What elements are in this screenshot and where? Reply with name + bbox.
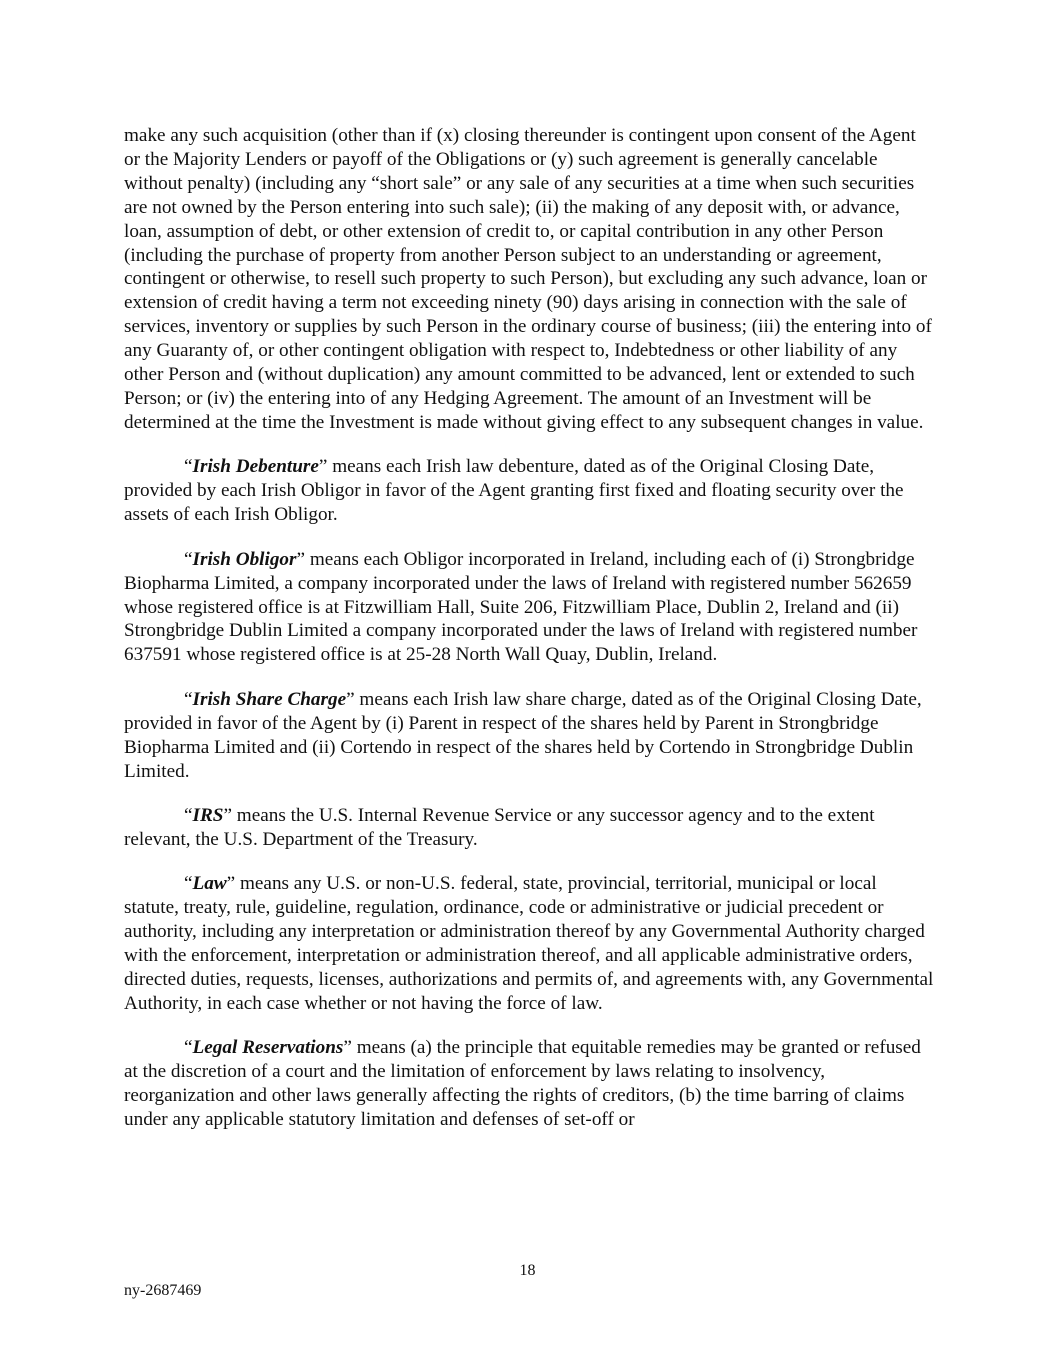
open-quote: “ [184,688,193,710]
definition-text: means any U.S. or non-U.S. federal, state, provincial, territorial, municipal or local statute, treaty, rule, guideline, regulation, ordinance, code or administrative or judicial precedent or authority, including any interpretation or administration thereof by any Governmental Authority charged with the enforcement, interpretation or administration thereof, and all applicable administrative orders, directed duties, requests, licenses, authorizations and permits of, and agreements with, any Governmental Authority, in each case whether or not having the force of law. [124,873,934,1014]
definition-irish-obligor [124,548,936,668]
open-quote: “ [184,456,193,478]
open-quote: “ [184,805,193,827]
definition-irish-debenture [124,455,936,527]
defined-term: Legal Reservations [192,1037,344,1059]
defined-term: Irish Obligor [192,548,297,570]
defined-term: Irish Debenture [192,456,319,478]
open-quote: “ [184,548,193,570]
definition-legal-reservations [124,1036,936,1132]
open-quote: “ [184,873,193,895]
close-quote: ” [318,456,328,478]
paragraph-investment-continued [124,124,936,435]
defined-term: IRS [192,805,224,827]
definition-law [124,872,936,1015]
close-quote: ” [223,805,232,827]
definition-text: means each Obligor incorporated in Ireland, including each of (i) Strongbridge Biopharma Limited, a company incorporated under the laws of Ireland with registered number 562659 whose registered office is at Fitzwilliam Hall, Suite 206, Fitzwilliam Place, Dublin 2, Ireland and (ii) Strongbridge Dublin Limited a company incorporated under the laws of Ireland with registered number 637591 whose registered office is at 25-28 North Wall Quay, Dublin, Ireland. [124,548,918,666]
definition-text: means each Irish law share charge, dated as of the Original Closing Date, provided in favor of the Agent by (i) Parent in respect of the shares held by Parent in Strongbridge Biopharma Limited and (ii) Cortendo in respect of the shares held by Cortendo in Strongbridge Dublin Limited. [124,688,922,782]
page-body [124,124,936,1153]
definition-text: means each Irish law debenture, dated as of the Original Closing Date, provided by each Irish Obligor in favor of the Agent granting first fixed and floating security over the assets of each Irish Obligor. [124,456,904,526]
open-quote: “ [184,1037,193,1059]
close-quote: ” [343,1037,352,1059]
paragraph-text: make any such acquisition (other than if (x) closing thereunder is contingent upon consent of the Agent or the Majority Lenders or payoff of the Obligations or (y) such agreement is generally cancelable without penalty) (including any “short sale” or any sale of any securities at a time when such securities are not owned by the Person entering into such sale); (ii) the making of any deposit with, or advance, loan, assumption of debt, or other extension of credit to, or capital contribution in any other Person (including the purchase of property from another Person subject to an understanding or agreement, contingent or otherwise, to resell such property to such Person), but excluding any such advance, loan or extension of credit having a term not exceeding ninety (90) days arising in connection with the sale of services, inventory or supplies by such Person in the ordinary course of business; (iii) the entering into of any Guaranty of, or other contingent obligation with respect to, Indebtedness or other liability of any other Person and (without duplication) any amount committed to be advanced, lent or extended to such Person; or (iv) the entering into of any Hedging Agreement. The amount of an Investment will be determined at the time the Investment is made without giving effect to any subsequent changes in value. [124,125,932,433]
defined-term: Law [192,873,227,895]
definition-irish-share-charge [124,688,936,784]
close-quote: ” [346,688,355,710]
close-quote: ” [226,873,236,895]
definition-text: means the U.S. Internal Revenue Service or any successor agency and to the extent relevant, the U.S. Department of the Treasury. [124,805,875,850]
document-id: ny-2687469 [124,1282,202,1299]
definition-text: means (a) the principle that equitable remedies may be granted or refused at the discretion of a court and the limitation of enforcement by laws relating to insolvency, reorganization and other laws generally affecting the rights of creditors, (b) the time barring of claims under any applicable statutory limitation and defenses of set-off or [124,1037,921,1131]
defined-term: Irish Share Charge [192,688,347,710]
definition-irs [124,804,936,852]
close-quote: ” [296,548,306,570]
page-number: 18 [519,1262,536,1279]
